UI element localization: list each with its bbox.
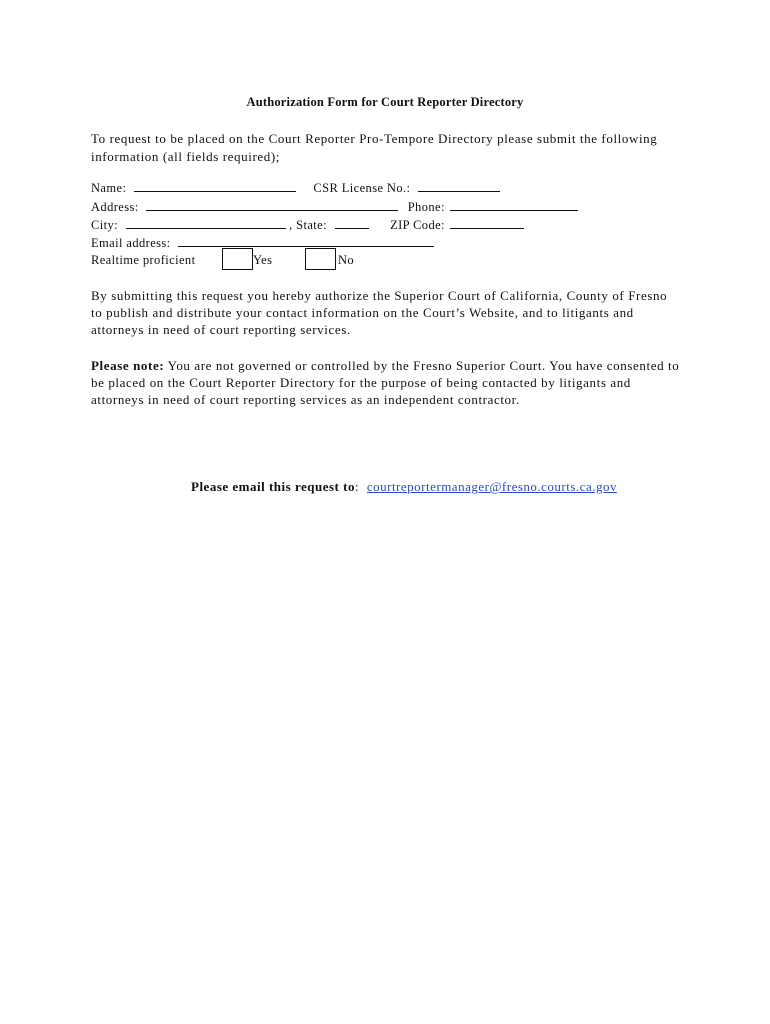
zip-label: ZIP Code: <box>390 218 445 232</box>
email-address-label: Email address: <box>91 236 171 250</box>
intro-text: To request to be placed on the Court Reporter Pro-Tempore Directory please submit the following information (all fields required); <box>91 131 658 164</box>
note-label: Please note: <box>91 358 165 373</box>
address-row <box>91 197 578 215</box>
csr-field[interactable] <box>418 178 500 192</box>
realtime-label: Realtime proficient <box>91 253 196 267</box>
realtime-row <box>91 251 355 269</box>
address-field[interactable] <box>146 197 398 211</box>
yes-label: Yes <box>253 253 273 267</box>
name-row <box>91 178 500 196</box>
city-label: City: <box>91 218 119 232</box>
email-address-row <box>91 233 434 251</box>
no-label: No <box>338 253 355 267</box>
email-link[interactable]: courtreportermanager@fresno.courts.ca.gov <box>366 479 617 494</box>
city-row <box>91 215 524 233</box>
email-address-field[interactable] <box>178 233 434 247</box>
state-field[interactable] <box>335 215 369 229</box>
address-label: Address: <box>91 200 139 214</box>
city-field[interactable] <box>126 215 286 229</box>
phone-field[interactable] <box>450 197 578 211</box>
name-label: Name: <box>91 181 127 195</box>
phone-label: Phone: <box>407 200 445 214</box>
authorization-paragraph: By submitting this request you hereby authorize the Superior Court of California, County of Fresno to publish and distribute your contact information on the Court’s Website, and to litigants and attorneys in need of court reporting services. <box>91 288 668 337</box>
csr-label: CSR License No.: <box>313 181 411 195</box>
email-request-colon: : <box>354 479 360 494</box>
note-text: You are not governed or controlled by the Fresno Superior Court. You have consented to be placed on the Court Reporter Directory for the purpose of being contacted by litigants and attorneys in need of court reporting services as an independent contractor. <box>91 358 680 407</box>
realtime-no-checkbox[interactable] <box>305 248 336 270</box>
state-label: , State: <box>289 218 327 232</box>
name-field[interactable] <box>134 178 296 192</box>
zip-field[interactable] <box>450 215 524 229</box>
email-request-row <box>191 479 617 495</box>
realtime-yes-checkbox[interactable] <box>222 248 253 270</box>
note-paragraph <box>91 357 681 408</box>
email-request-prompt: Please email this request to <box>191 479 355 494</box>
form-title: Authorization Form for Court Reporter Directory <box>246 95 524 109</box>
